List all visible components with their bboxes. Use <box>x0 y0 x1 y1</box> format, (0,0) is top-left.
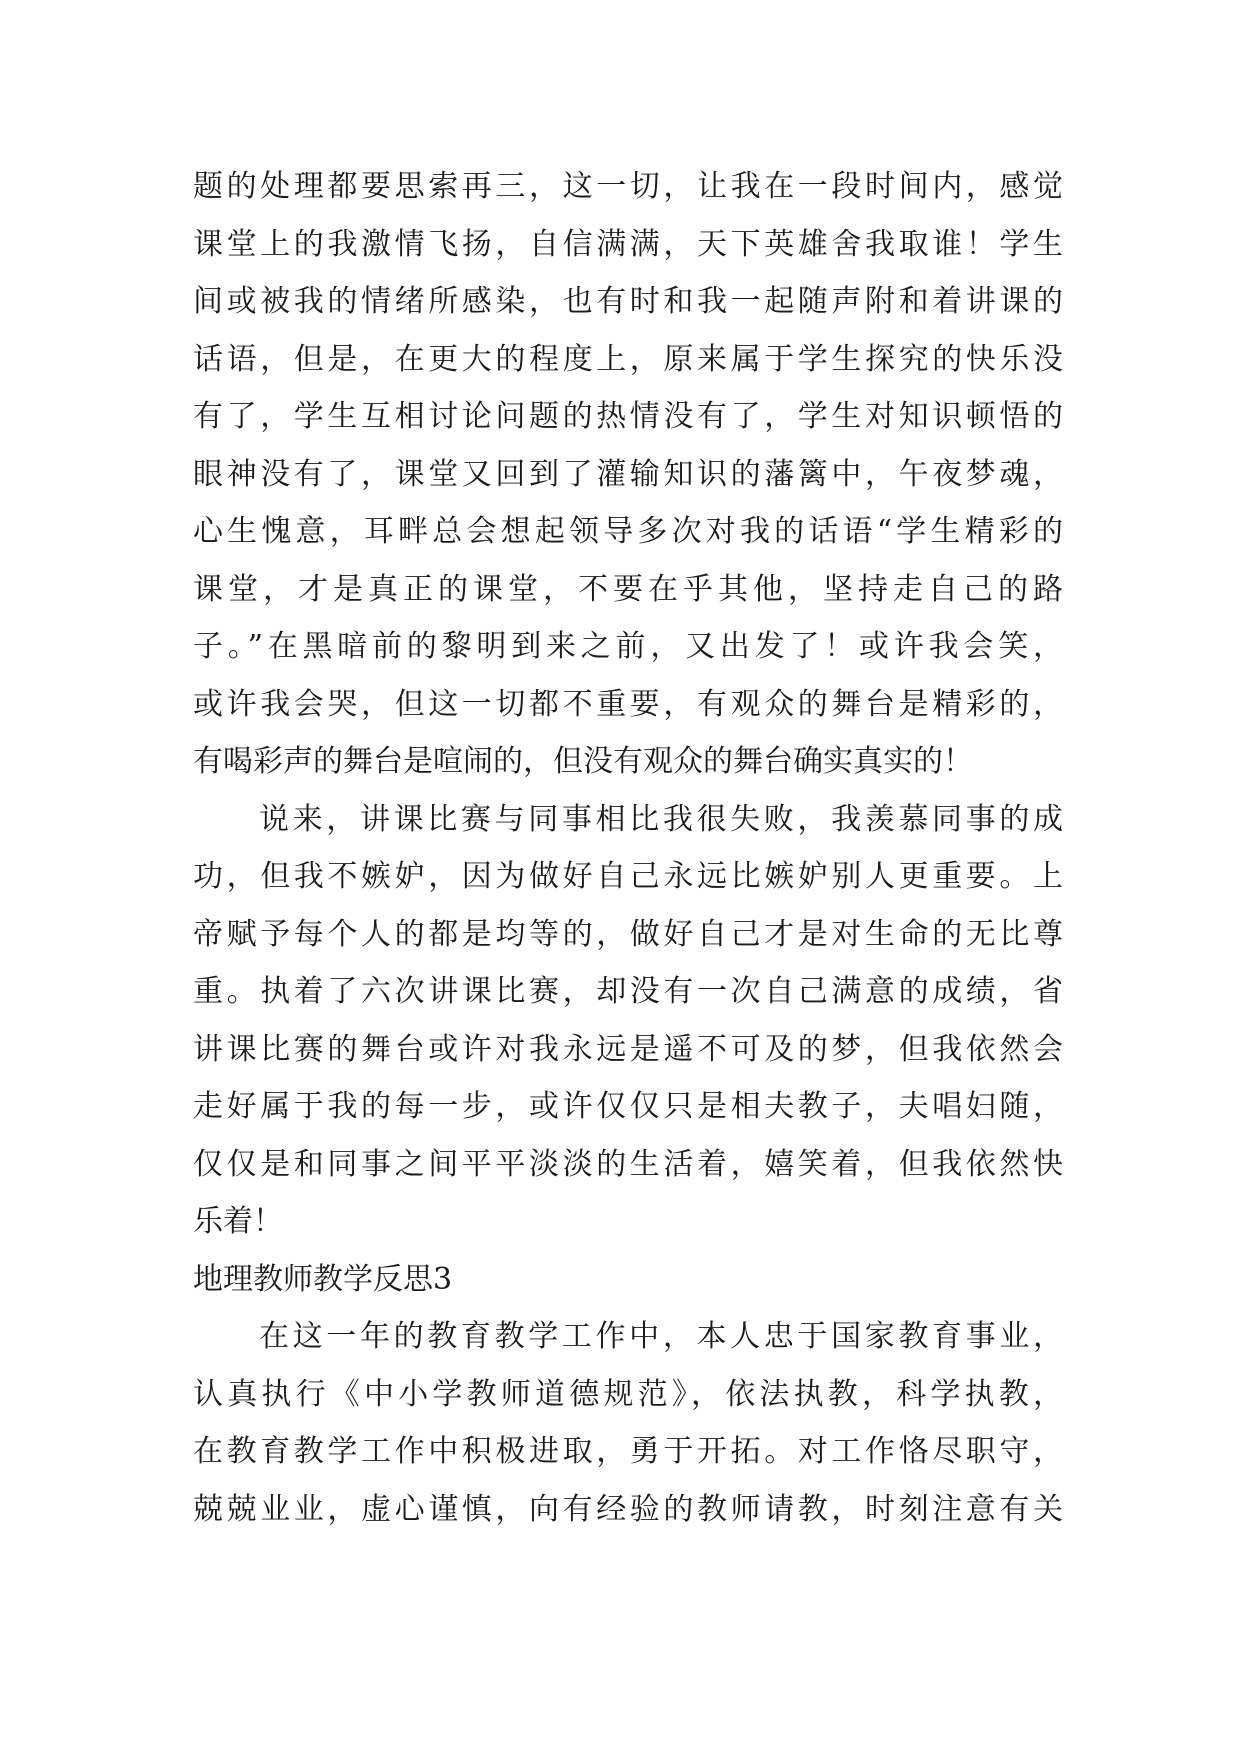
text-line: 重。执着了六次讲课比赛，却没有一次自己满意的成绩，省 <box>193 974 1063 1009</box>
text-line: 有喝彩声的舞台是喧闹的，但没有观众的舞台确实真实的！ <box>193 744 973 779</box>
text-line: 帝赋予每个人的都是均等的，做好自己才是对生命的无比尊 <box>193 916 1063 952</box>
text-line: 或许我会哭，但这一切都不重要，有观众的舞台是精彩的， <box>193 686 1063 722</box>
text-line: 心生愧意，耳畔总会想起领导多次对我的话语“学生精彩的 <box>193 514 1063 549</box>
paragraph-1 <box>193 158 1063 791</box>
text-line: 课堂上的我激情飞扬，自信满满，天下英雄舍我取谁！学生 <box>193 226 1063 262</box>
text-line: 题的处理都要思索再三，这一切，让我在一段时间内，感觉 <box>193 169 1063 204</box>
paragraph-3 <box>193 1308 1063 1538</box>
text-line: 在教育教学工作中积极进取，勇于开拓。对工作恪尽职守， <box>193 1434 1063 1469</box>
text-line: 有了，学生互相讨论问题的热情没有了，学生对知识顿悟的 <box>193 399 1063 434</box>
document-body <box>193 158 1063 1538</box>
text-line: 话语，但是，在更大的程度上，原来属于学生探究的快乐没 <box>193 341 1063 377</box>
text-line: 仅仅是和同事之间平平淡淡的生活着，嬉笑着，但我依然快 <box>193 1146 1063 1182</box>
text-line: 讲课比赛的舞台或许对我永远是遥不可及的梦，但我依然会 <box>193 1031 1063 1067</box>
text-line: 子。”在黑暗前的黎明到来之前，又出发了！或许我会笑， <box>193 629 1063 664</box>
text-line: 乐着！ <box>193 1204 283 1239</box>
text-line: 认真执行《中小学教师道德规范》，依法执教，科学执教， <box>193 1376 1063 1412</box>
section-heading: 地理教师教学反思3 <box>193 1261 453 1297</box>
text-line: 功，但我不嫉妒，因为做好自己永远比嫉妒别人更重要。上 <box>193 859 1063 894</box>
text-line: 在这一年的教育教学工作中，本人忠于国家教育事业， <box>259 1319 1063 1354</box>
text-line: 课堂，才是真正的课堂，不要在乎其他，坚持走自己的路 <box>193 571 1063 607</box>
text-line: 眼神没有了，课堂又回到了灌输知识的藩篱中，午夜梦魂， <box>193 456 1063 492</box>
text-line: 说来，讲课比赛与同事相比我很失败，我羡慕同事的成 <box>259 801 1063 837</box>
text-line: 走好属于我的每一步，或许仅仅只是相夫教子，夫唱妇随， <box>193 1089 1063 1124</box>
text-line: 兢兢业业，虚心谨慎，向有经验的教师请教，时刻注意有关 <box>193 1491 1063 1527</box>
text-line: 间或被我的情绪所感染，也有时和我一起随声附和着讲课的 <box>193 284 1063 319</box>
paragraph-2 <box>193 791 1063 1251</box>
